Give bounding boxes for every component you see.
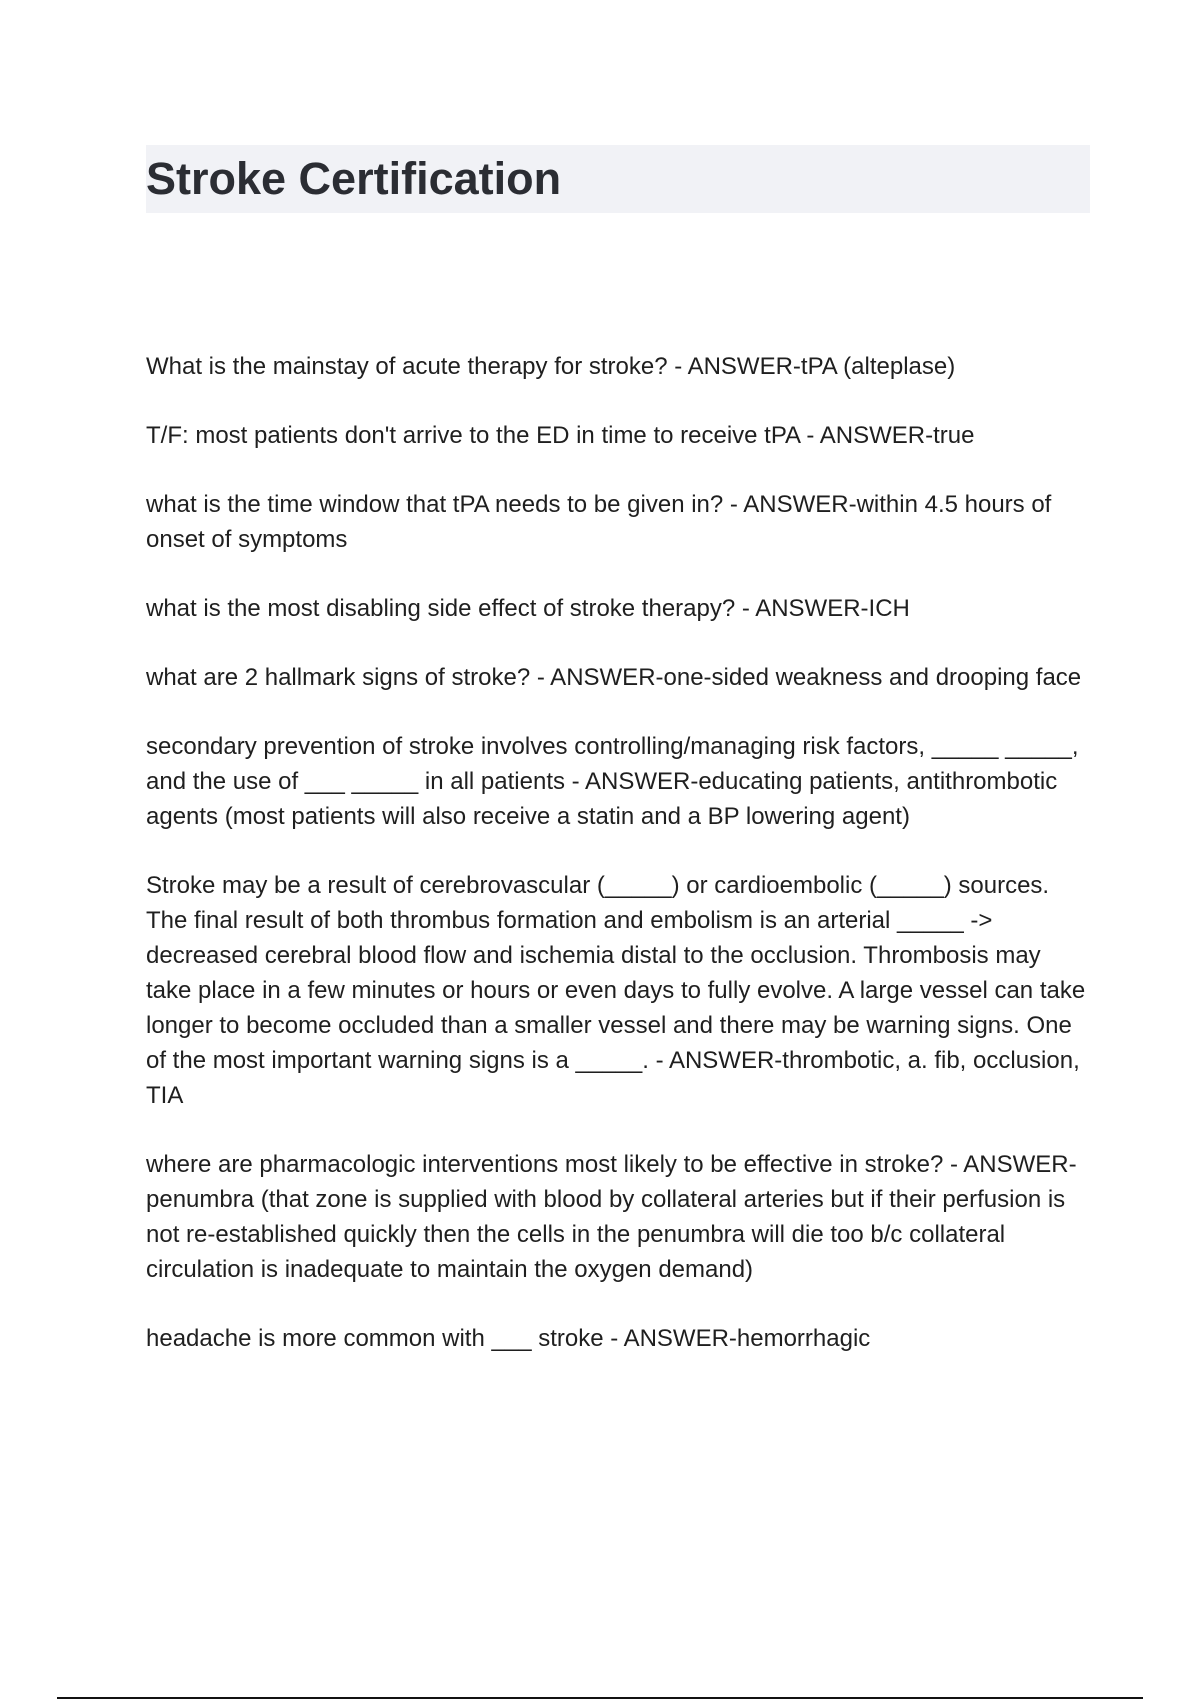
qa-item: where are pharmacologic interventions most likely to be effective in stroke? - ANSWER-penumbra (that zone is supplied with blood by collateral arteries but if their perfusion is not re-established quickly then the cells in the penumbra will die too b/c collateral circulation is inadequate to maintain the oxygen demand) xyxy=(146,1151,1077,1283)
qa-item: T/F: most patients don't arrive to the ED in time to receive tPA - ANSWER-true xyxy=(146,422,975,449)
qa-item: what is the most disabling side effect of stroke therapy? - ANSWER-ICH xyxy=(146,595,910,622)
qa-item: headache is more common with ___ stroke - ANSWER-hemorrhagic xyxy=(146,1325,871,1352)
qa-item: what is the time window that tPA needs to be given in? - ANSWER-within 4.5 hours of onset of symptoms xyxy=(146,491,1052,553)
title-banner xyxy=(146,145,1090,213)
qa-list xyxy=(146,349,1086,1390)
qa-item: Stroke may be a result of cerebrovascular (_____) or cardioembolic (_____) sources. The final result of both thrombus formation and embolism is an arterial _____ -> decreased cerebral blood flow and ischemia distal to the occlusion. Thrombosis may take place in a few minutes or hours or even days to fully evolve. A large vessel can take longer to become occluded than a smaller vessel and there may be warning signs. One of the most important warning signs is a _____. - ANSWER-thrombotic, a. fib, occlusion, TIA xyxy=(146,872,1086,1109)
qa-item: what are 2 hallmark signs of stroke? - ANSWER-one-sided weakness and drooping face xyxy=(146,664,1082,691)
footer-divider xyxy=(57,1697,1143,1699)
page-title: Stroke Certification xyxy=(146,153,562,204)
qa-item: secondary prevention of stroke involves controlling/managing risk factors, _____ _____, and the use of ___ _____ in all patients - ANSWER-educating patients, antithrombotic agents (most patients will also receive a statin and a BP lowering agent) xyxy=(146,733,1079,830)
qa-item: What is the mainstay of acute therapy for stroke? - ANSWER-tPA (alteplase) xyxy=(146,353,956,380)
